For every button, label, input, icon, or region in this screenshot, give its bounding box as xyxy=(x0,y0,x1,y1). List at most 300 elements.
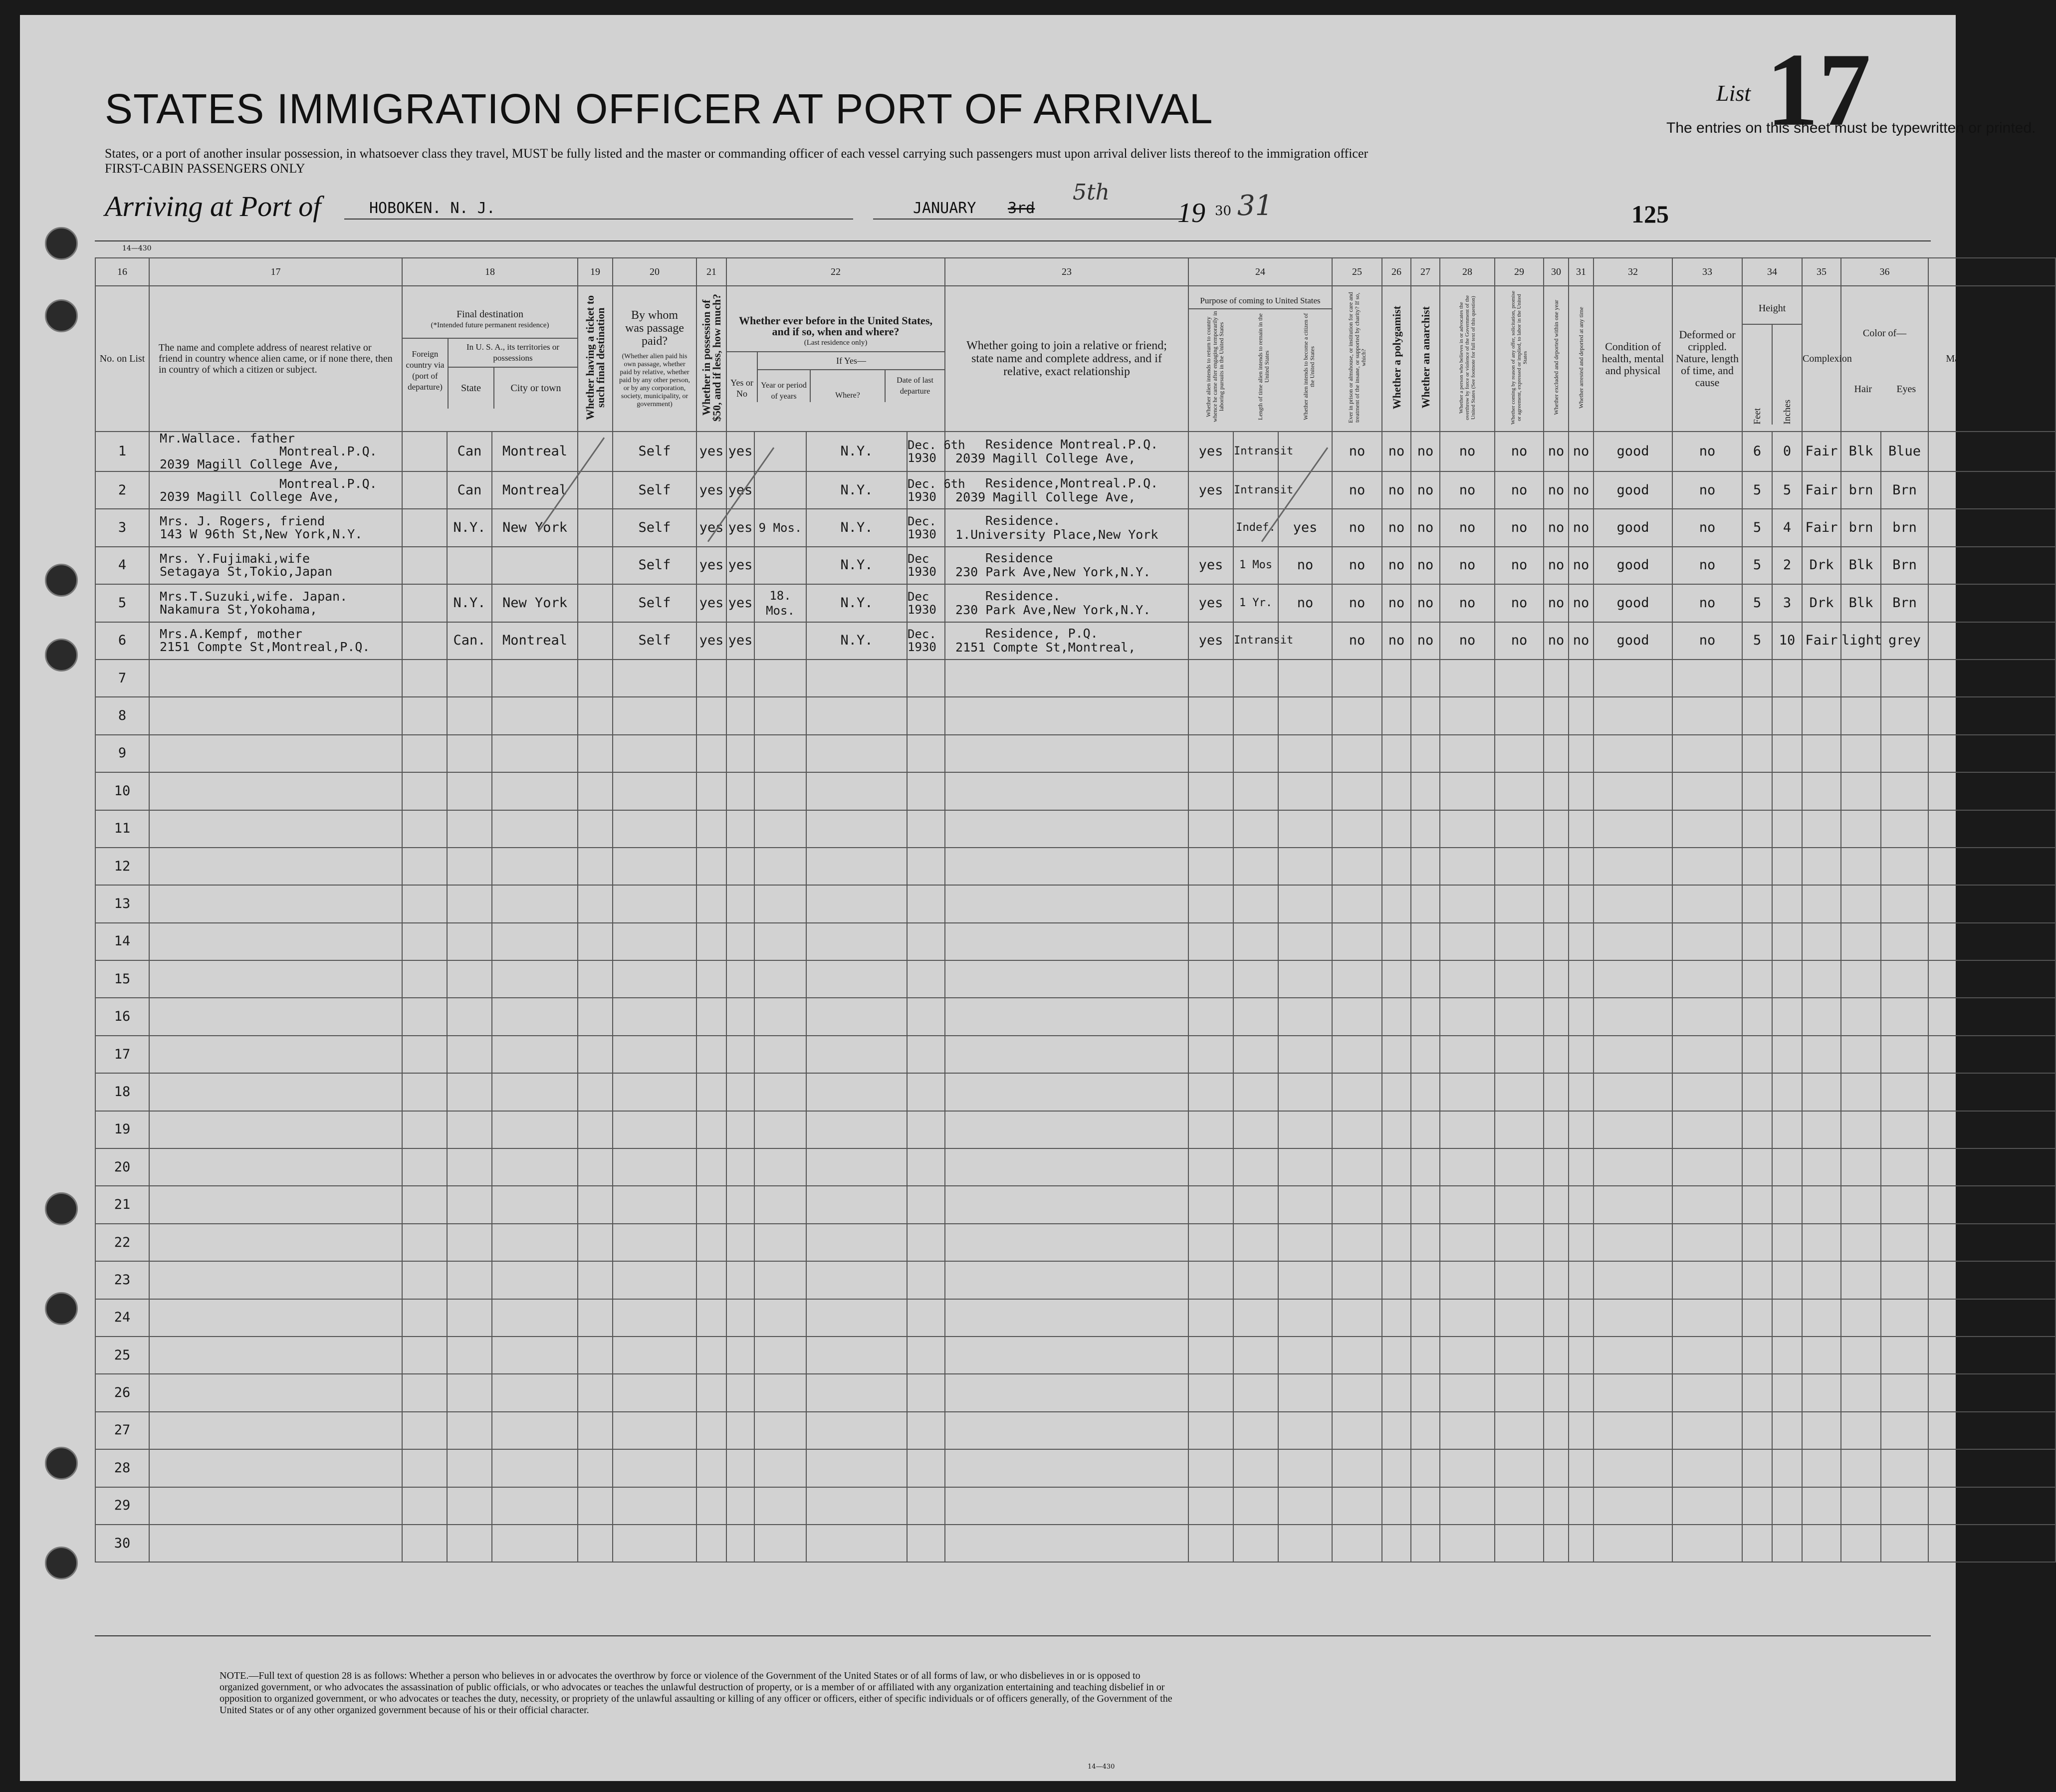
ticket-cell xyxy=(578,923,613,960)
joining-line-1: Residence xyxy=(985,551,1053,566)
relative-address-cell xyxy=(149,1337,402,1374)
height-feet-cell xyxy=(1742,1261,1772,1299)
table-row xyxy=(95,1412,2056,1449)
passage-paid-by-cell xyxy=(613,1487,696,1525)
col-num-21: 21 xyxy=(696,258,726,286)
passage-paid-by-cell xyxy=(613,1186,696,1223)
foreign-country-cell xyxy=(402,1261,447,1299)
header-in-usa: In U. S. A., its territories or possessions xyxy=(449,339,577,368)
purpose-citizen-cell xyxy=(1278,1487,1332,1525)
foreign-country-cell xyxy=(402,509,447,546)
overthrow-cell xyxy=(1440,923,1495,960)
marks-cell xyxy=(1928,1449,2056,1487)
anarchist-cell xyxy=(1411,697,1440,734)
joining-line-2: 2151 Compte St,Montreal, xyxy=(955,640,1136,655)
col-num-33: 33 xyxy=(1672,258,1742,286)
row-number-cell: 9 xyxy=(95,735,149,772)
binding-hole xyxy=(45,639,78,672)
joining-relative-cell xyxy=(945,923,1188,960)
possession-50-cell xyxy=(696,998,726,1035)
height-inches-cell xyxy=(1772,1337,1802,1374)
destination-state-cell: N.Y. xyxy=(447,584,492,622)
excluded-cell: no xyxy=(1544,471,1569,509)
passage-paid-by-cell xyxy=(613,1449,696,1487)
header-complexion: Complexion xyxy=(1802,286,1841,432)
header-eyes: Eyes xyxy=(1896,384,1916,395)
relative-address-cell xyxy=(149,998,402,1035)
health-condition-cell xyxy=(1594,1148,1672,1186)
ticket-cell xyxy=(578,1148,613,1186)
ticket-cell xyxy=(578,1525,613,1562)
relative-street: Setagaya St,Tokio,Japan xyxy=(160,564,333,579)
departure-year: 1930 xyxy=(908,565,936,579)
relative-city: Montreal.P.Q. xyxy=(279,444,377,458)
health-condition-cell xyxy=(1594,923,1672,960)
destination-state-cell xyxy=(447,1148,492,1186)
anarchist-cell: no xyxy=(1411,471,1440,509)
complexion-cell: Fair xyxy=(1802,432,1841,471)
header-purpose-title: Purpose of coming to United States xyxy=(1189,293,1332,309)
purpose-length-cell xyxy=(1233,885,1278,922)
offer-labor-cell xyxy=(1495,885,1544,922)
header-ticket-text: Whether having a ticket to such final destination xyxy=(584,295,607,420)
anarchist-cell xyxy=(1411,1337,1440,1374)
passage-paid-by-cell xyxy=(613,923,696,960)
possession-50-cell xyxy=(696,1186,726,1223)
deformed-cell xyxy=(1672,998,1742,1035)
purpose-return-cell xyxy=(1188,1525,1233,1562)
header-arrested-text: Whether arrested and deported at any time xyxy=(1577,306,1585,409)
joining-relative-cell xyxy=(945,735,1188,772)
departure-date-cell xyxy=(907,1449,945,1487)
overthrow-cell xyxy=(1440,1224,1495,1261)
excluded-cell xyxy=(1544,772,1569,810)
departure-day: Dec. 6th xyxy=(908,438,965,452)
excluded-cell xyxy=(1544,1487,1569,1525)
possession-50-cell xyxy=(696,885,726,922)
destination-city-cell xyxy=(492,1073,578,1111)
purpose-length-cell xyxy=(1233,848,1278,885)
binding-hole xyxy=(45,1292,78,1325)
column-number-row xyxy=(95,258,2056,286)
joining-relative-cell xyxy=(945,697,1188,734)
complexion-cell xyxy=(1802,660,1841,697)
ever-before-where-cell xyxy=(806,660,907,697)
foreign-country-cell xyxy=(402,1036,447,1073)
anarchist-cell xyxy=(1411,1412,1440,1449)
purpose-citizen-cell xyxy=(1278,772,1332,810)
health-condition-cell: good xyxy=(1594,509,1672,546)
complexion-cell xyxy=(1802,923,1841,960)
eye-color-cell: grey xyxy=(1881,622,1928,660)
possession-50-cell: yes xyxy=(696,547,726,584)
arrested-cell: no xyxy=(1569,432,1594,471)
header-hair: Hair xyxy=(1854,384,1872,395)
prison-cell xyxy=(1332,998,1382,1035)
destination-state-cell xyxy=(447,923,492,960)
row-number-cell: 10 xyxy=(95,772,149,810)
overthrow-cell xyxy=(1440,1374,1495,1411)
relative-name: Mrs. J. Rogers, friend xyxy=(160,514,325,529)
row-number-cell: 27 xyxy=(95,1412,149,1449)
header-ticket xyxy=(578,286,613,432)
eye-color-cell xyxy=(1881,923,1928,960)
overthrow-cell xyxy=(1440,810,1495,848)
deformed-cell xyxy=(1672,1224,1742,1261)
overthrow-cell xyxy=(1440,1261,1495,1299)
purpose-return-cell xyxy=(1188,1412,1233,1449)
height-feet-cell xyxy=(1742,735,1772,772)
deformed-cell: no xyxy=(1672,471,1742,509)
passage-paid-by-cell xyxy=(613,1412,696,1449)
table-row xyxy=(95,1449,2056,1487)
destination-state-cell xyxy=(447,848,492,885)
header-possession-text: Whether in possession of $50, and if less, how much? xyxy=(700,293,723,422)
table-row xyxy=(95,1261,2056,1299)
height-inches-cell xyxy=(1772,697,1802,734)
row-number-cell: 1 xyxy=(95,432,149,471)
polygamist-cell xyxy=(1382,697,1411,734)
eye-color-cell xyxy=(1881,960,1928,998)
ticket-cell xyxy=(578,1261,613,1299)
health-condition-cell: good xyxy=(1594,471,1672,509)
joining-line-1: Residence,Montreal.P.Q. xyxy=(985,475,1158,490)
joining-line-1: Residence Montreal.P.Q. xyxy=(985,437,1158,451)
relative-address-cell xyxy=(149,509,402,546)
overthrow-cell xyxy=(1440,1525,1495,1562)
arrested-cell: no xyxy=(1569,622,1594,660)
relative-street: Nakamura St,Yokohama, xyxy=(160,602,318,617)
excluded-cell xyxy=(1544,960,1569,998)
destination-city-cell xyxy=(492,1036,578,1073)
ticket-cell xyxy=(578,622,613,660)
destination-city-cell xyxy=(492,1412,578,1449)
col-num-16: 16 xyxy=(95,258,149,286)
offer-labor-cell xyxy=(1495,1449,1544,1487)
possession-50-cell: yes xyxy=(696,471,726,509)
purpose-length-cell: 1 Mos xyxy=(1233,547,1278,584)
complexion-cell: Fair xyxy=(1802,509,1841,546)
destination-city-cell xyxy=(492,1299,578,1337)
marks-cell xyxy=(1928,1186,2056,1223)
complexion-cell xyxy=(1802,1449,1841,1487)
health-condition-cell xyxy=(1594,1337,1672,1374)
ticket-cell xyxy=(578,1374,613,1411)
row-number-cell: 13 xyxy=(95,885,149,922)
header-offer xyxy=(1495,286,1544,432)
ever-before-yes-no-cell xyxy=(726,960,754,998)
height-inches-cell xyxy=(1772,810,1802,848)
height-feet-cell xyxy=(1742,1186,1772,1223)
overthrow-cell xyxy=(1440,885,1495,922)
excluded-cell xyxy=(1544,1148,1569,1186)
complexion-cell: Drk xyxy=(1802,547,1841,584)
deformed-cell: no xyxy=(1672,622,1742,660)
destination-state-cell xyxy=(447,1073,492,1111)
marks-cell xyxy=(1928,622,2056,660)
header-purpose-b: Length of time alien intends to remain in the United States xyxy=(1256,313,1270,420)
joining-line-2: 2039 Magill College Ave, xyxy=(955,489,1136,504)
relative-address-cell xyxy=(149,772,402,810)
ever-before-period-cell xyxy=(754,1299,806,1337)
excluded-cell xyxy=(1544,1186,1569,1223)
header-polygamist-text: Whether a polygamist xyxy=(1390,305,1403,410)
passage-paid-by-cell xyxy=(613,1337,696,1374)
health-condition-cell xyxy=(1594,1525,1672,1562)
ever-before-yes-no-cell xyxy=(726,660,754,697)
header-foreign-country: Foreign country via (port of departure) xyxy=(403,339,449,409)
excluded-cell xyxy=(1544,1036,1569,1073)
joining-relative-cell xyxy=(945,1487,1188,1525)
departure-date-cell xyxy=(907,772,945,810)
purpose-citizen-cell: no xyxy=(1278,584,1332,622)
height-feet-cell xyxy=(1742,772,1772,810)
purpose-citizen-cell xyxy=(1278,1412,1332,1449)
hair-color-cell xyxy=(1841,1036,1881,1073)
prison-cell xyxy=(1332,1224,1382,1261)
anarchist-cell: no xyxy=(1411,432,1440,471)
height-inches-cell xyxy=(1772,960,1802,998)
ever-before-period-cell xyxy=(754,772,806,810)
marks-cell xyxy=(1928,810,2056,848)
purpose-return-cell xyxy=(1188,660,1233,697)
ticket-cell xyxy=(578,509,613,546)
purpose-length-cell xyxy=(1233,1487,1278,1525)
destination-state-cell xyxy=(447,1111,492,1148)
height-inches-cell xyxy=(1772,1299,1802,1337)
hair-color-cell xyxy=(1841,772,1881,810)
destination-city-cell xyxy=(492,1337,578,1374)
table-row xyxy=(95,660,2056,697)
anarchist-cell xyxy=(1411,960,1440,998)
hair-color-cell xyxy=(1841,1299,1881,1337)
purpose-length-cell: Intransit xyxy=(1233,622,1278,660)
possession-50-cell xyxy=(696,1073,726,1111)
purpose-citizen-cell xyxy=(1278,1148,1332,1186)
purpose-citizen-cell xyxy=(1278,660,1332,697)
overthrow-cell: no xyxy=(1440,432,1495,471)
col-num-37: 37 xyxy=(1928,258,2056,286)
height-feet-cell xyxy=(1742,960,1772,998)
arrested-cell xyxy=(1569,1036,1594,1073)
height-inches-cell xyxy=(1772,1224,1802,1261)
deformed-cell xyxy=(1672,1036,1742,1073)
arrested-cell xyxy=(1569,1224,1594,1261)
row-number-cell: 14 xyxy=(95,923,149,960)
purpose-citizen-cell xyxy=(1278,1224,1332,1261)
deformed-cell xyxy=(1672,1073,1742,1111)
relative-city: Montreal.P.Q. xyxy=(279,476,377,491)
ever-before-where-cell: N.Y. xyxy=(806,584,907,622)
departure-date-cell xyxy=(907,1487,945,1525)
purpose-return-cell xyxy=(1188,1224,1233,1261)
purpose-length-cell xyxy=(1233,1073,1278,1111)
excluded-cell xyxy=(1544,998,1569,1035)
destination-city-cell xyxy=(492,547,578,584)
purpose-citizen-cell xyxy=(1278,1186,1332,1223)
header-marks: Marks of identification xyxy=(1928,286,2056,432)
health-condition-cell xyxy=(1594,697,1672,734)
excluded-cell xyxy=(1544,923,1569,960)
complexion-cell xyxy=(1802,998,1841,1035)
ever-before-period-cell xyxy=(754,810,806,848)
complexion-cell xyxy=(1802,1073,1841,1111)
ticket-cell xyxy=(578,1224,613,1261)
relative-address-cell xyxy=(149,432,402,471)
ever-before-where-cell xyxy=(806,1036,907,1073)
eye-color-cell xyxy=(1881,1261,1928,1299)
prison-cell xyxy=(1332,848,1382,885)
height-feet-cell: 6 xyxy=(1742,432,1772,471)
table-row xyxy=(95,923,2056,960)
col-num-23: 23 xyxy=(945,258,1188,286)
offer-labor-cell xyxy=(1495,1186,1544,1223)
complexion-cell xyxy=(1802,1337,1841,1374)
joining-relative-cell xyxy=(945,998,1188,1035)
prison-cell xyxy=(1332,810,1382,848)
possession-50-cell xyxy=(696,810,726,848)
departure-date-cell xyxy=(907,1374,945,1411)
ever-before-yes-no-cell: yes xyxy=(726,547,754,584)
excluded-cell xyxy=(1544,1299,1569,1337)
prison-cell xyxy=(1332,1111,1382,1148)
eye-color-cell xyxy=(1881,1449,1928,1487)
table-row xyxy=(95,960,2056,998)
ever-before-yes-no-cell xyxy=(726,1148,754,1186)
destination-city-cell xyxy=(492,1148,578,1186)
purpose-return-cell: yes xyxy=(1188,622,1233,660)
passage-paid-by-cell xyxy=(613,998,696,1035)
ticket-cell xyxy=(578,885,613,922)
height-inches-cell: 10 xyxy=(1772,622,1802,660)
polygamist-cell: no xyxy=(1382,622,1411,660)
purpose-citizen-cell xyxy=(1278,1525,1332,1562)
height-feet-cell xyxy=(1742,1111,1772,1148)
ever-before-where-cell xyxy=(806,1261,907,1299)
binding-hole xyxy=(45,299,78,332)
height-feet-cell xyxy=(1742,1036,1772,1073)
height-feet-cell xyxy=(1742,923,1772,960)
foreign-country-cell xyxy=(402,432,447,471)
row-number-cell: 26 xyxy=(95,1374,149,1411)
purpose-length-cell xyxy=(1233,1525,1278,1562)
health-condition-cell xyxy=(1594,1186,1672,1223)
header-by-whom xyxy=(613,286,696,432)
deformed-cell xyxy=(1672,923,1742,960)
excluded-cell xyxy=(1544,1111,1569,1148)
row-number-cell: 7 xyxy=(95,660,149,697)
joining-relative-cell xyxy=(945,885,1188,922)
departure-date-cell xyxy=(907,509,945,546)
ever-before-where-cell xyxy=(806,848,907,885)
ever-before-period-cell xyxy=(754,1337,806,1374)
foreign-country-cell xyxy=(402,1412,447,1449)
relative-address-cell xyxy=(149,1036,402,1073)
deformed-cell xyxy=(1672,1412,1742,1449)
header-anarchist xyxy=(1411,286,1440,432)
marks-cell xyxy=(1928,1261,2056,1299)
arrested-cell xyxy=(1569,848,1594,885)
relative-address-cell xyxy=(149,1487,402,1525)
health-condition-cell xyxy=(1594,1374,1672,1411)
ever-before-yes-no-cell xyxy=(726,1374,754,1411)
hair-color-cell xyxy=(1841,923,1881,960)
prison-cell xyxy=(1332,1073,1382,1111)
deformed-cell xyxy=(1672,1337,1742,1374)
marks-cell xyxy=(1928,1299,2056,1337)
header-arrested xyxy=(1569,286,1594,432)
ever-before-where-cell xyxy=(806,1224,907,1261)
row-number-cell: 22 xyxy=(95,1224,149,1261)
height-feet-cell xyxy=(1742,885,1772,922)
purpose-length-cell xyxy=(1233,1374,1278,1411)
prison-cell xyxy=(1332,660,1382,697)
anarchist-cell: no xyxy=(1411,584,1440,622)
col-num-19: 19 xyxy=(578,258,613,286)
ever-before-where-cell xyxy=(806,998,907,1035)
joining-relative-cell xyxy=(945,547,1188,584)
height-inches-cell xyxy=(1772,998,1802,1035)
height-feet-cell: 5 xyxy=(1742,584,1772,622)
row-number-cell: 19 xyxy=(95,1111,149,1148)
deformed-cell xyxy=(1672,1186,1742,1223)
purpose-return-cell xyxy=(1188,1487,1233,1525)
height-feet-cell xyxy=(1742,1073,1772,1111)
joining-relative-cell xyxy=(945,1111,1188,1148)
destination-city-cell xyxy=(492,1487,578,1525)
foreign-country-cell xyxy=(402,1186,447,1223)
overthrow-cell xyxy=(1440,998,1495,1035)
departure-year: 1930 xyxy=(908,527,936,542)
prison-cell xyxy=(1332,960,1382,998)
relative-address-cell xyxy=(149,622,402,660)
ever-before-where-cell xyxy=(806,697,907,734)
excluded-cell: no xyxy=(1544,622,1569,660)
prison-cell: no xyxy=(1332,432,1382,471)
row-number-cell: 11 xyxy=(95,810,149,848)
relative-street: 2039 Magill College Ave, xyxy=(160,489,340,504)
departure-date-cell xyxy=(907,1261,945,1299)
polygamist-cell: no xyxy=(1382,547,1411,584)
form-code: 14—430 xyxy=(122,244,152,252)
purpose-citizen-cell: no xyxy=(1278,547,1332,584)
possession-50-cell xyxy=(696,1449,726,1487)
foreign-country-cell xyxy=(402,471,447,509)
col-num-24: 24 xyxy=(1188,258,1332,286)
purpose-length-cell xyxy=(1233,1036,1278,1073)
date-underline xyxy=(873,219,1182,220)
polygamist-cell xyxy=(1382,1036,1411,1073)
prison-cell: no xyxy=(1332,584,1382,622)
page-number: 125 xyxy=(1631,200,1669,228)
arrested-cell xyxy=(1569,998,1594,1035)
health-condition-cell: good xyxy=(1594,622,1672,660)
offer-labor-cell xyxy=(1495,1261,1544,1299)
destination-state-cell xyxy=(447,772,492,810)
possession-50-cell xyxy=(696,848,726,885)
ever-before-where-cell: N.Y. xyxy=(806,432,907,471)
arrested-cell xyxy=(1569,772,1594,810)
ticket-cell xyxy=(578,1186,613,1223)
purpose-citizen-cell xyxy=(1278,1261,1332,1299)
polygamist-cell xyxy=(1382,998,1411,1035)
ever-before-where-cell xyxy=(806,772,907,810)
purpose-citizen-cell xyxy=(1278,998,1332,1035)
anarchist-cell xyxy=(1411,923,1440,960)
purpose-length-cell xyxy=(1233,923,1278,960)
complexion-cell xyxy=(1802,885,1841,922)
eye-color-cell xyxy=(1881,1337,1928,1374)
